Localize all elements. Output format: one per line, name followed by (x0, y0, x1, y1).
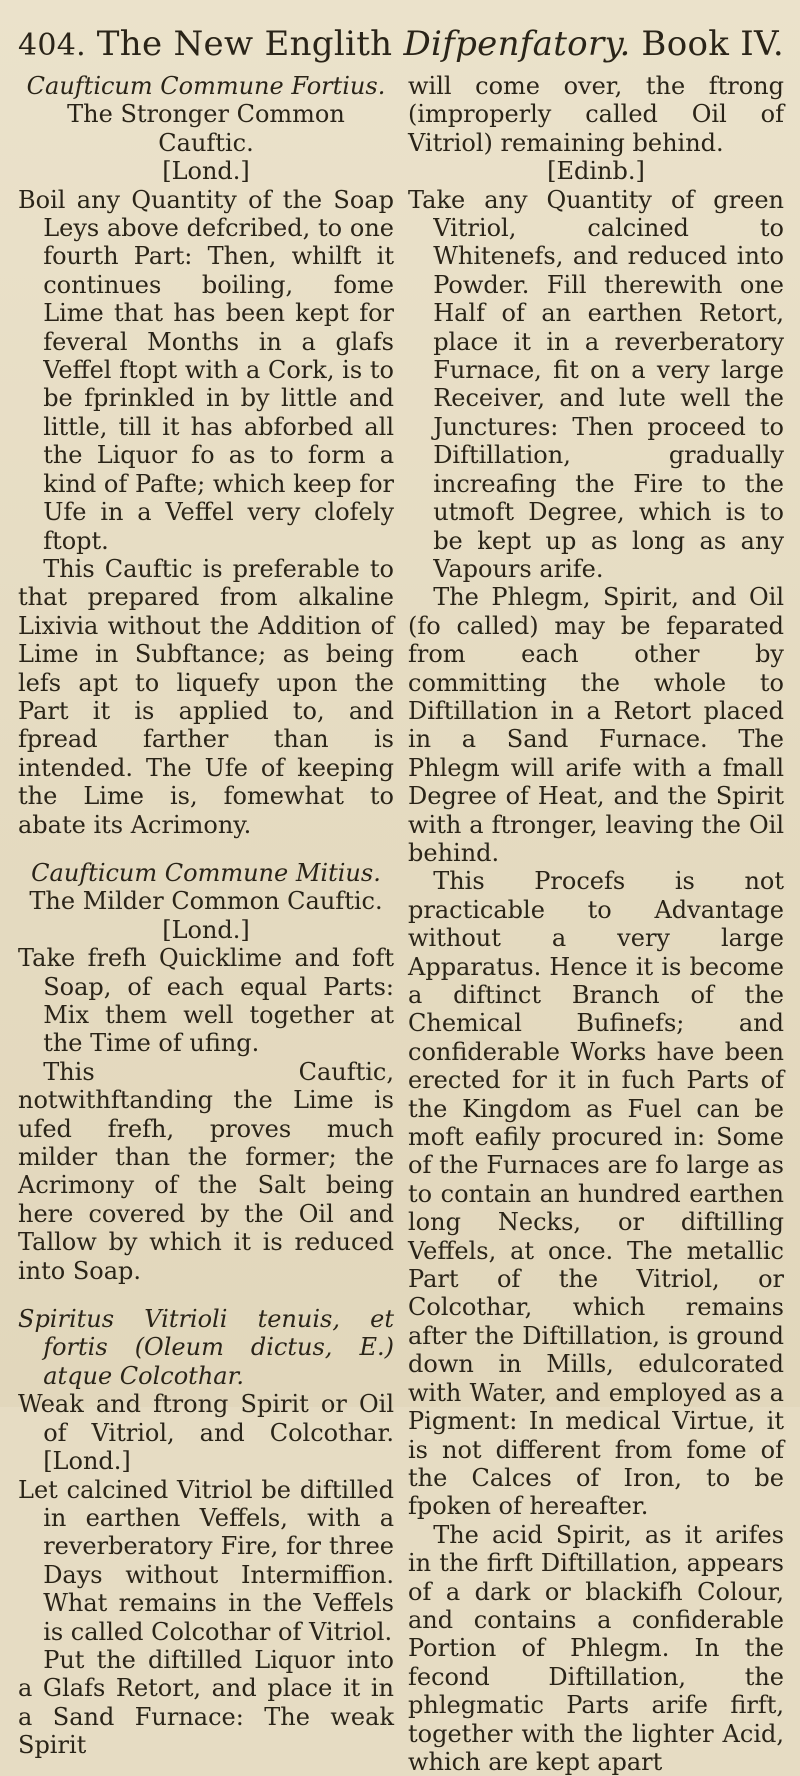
paragraph: This Procefs is not practicable to Advantage without a very large Apparatus. Hence it is become a diftinct Branch of the Chemical Bufinefs; and confiderable Works have been erected for it in fuch Parts of the Kingdom as Fuel can be moft eafily procured in: Some of the Furnaces are fo large as to contain an hundred earthen long Necks, or diftilling Veffels, at once. The metallic Part of the Vitriol, or Colcothar, which remains after the Diftillation, is ground down in Mills, edulcorated with Water, and employed as a Pigment: In medical Virtue, it is not different from fome of the Calces of Iron, to be fpoken of hereafter. (408, 867, 784, 1521)
recipe-source: [Lond.] (162, 915, 250, 944)
recipe-english-title: The Stronger Common Cauftic. (67, 100, 345, 157)
book-label: Book IV. (641, 24, 784, 64)
recipe-source: [Lond.] (162, 157, 250, 186)
paragraph: This Cauftic is preferable to that prepared from alkaline Lixivia without the Addition of Lime in Subftance; as being lefs apt to liquefy upon the Part it is applied to, and fpread farther than is intended. The Ufe of keeping the Lime is, fomewhat to abate its Acrimony. (18, 554, 394, 839)
paragraph: Put the diftilled Liquor into a Glafs Retort, and place it in a Sand Furnace: The weak Spirit (18, 1645, 394, 1760)
recipe-english-title: The Milder Common Cauftic. (29, 887, 383, 916)
running-title-italic: Difpenfatory. (403, 24, 631, 64)
paragraph: Boil any Quantity of the Soap Leys above defcribed, to one fourth Part: Then, whilft it continues boiling, fome Lime that has been kept for feveral Months in a glafs Veffel ftopt with a Cork, is to be fprinkled in by little and little, till it has abforbed all the Liquor fo as to form a kind of Pafte; which keep for Ufe in a Veffel very clofely ftopt. (18, 185, 394, 555)
paragraph: Take any Quantity of green Vitriol, calcined to Whitenefs, and reduced into Powder. Fill therewith one Half of an earthen Retort, place it in a reverberatory Furnace, fit on a very large Receiver, and lute well the Junctures: Then proceed to Diftillation, gradually increafing the Fire to the utmoft Degree, which is to be kept up as long as any Vapours arife. (408, 185, 784, 583)
paragraph: will come over, the ftrong (improperly called Oil of Vitriol) remaining behind. (408, 72, 784, 157)
running-title-roman: The New Englith (96, 24, 404, 64)
paragraph: Let calcined Vitriol be diftilled in earthen Veffels, with a reverberatory Fire, for three Days without Intermiffion. What remains in the Veffels is called Colcothar of Vitriol. (18, 1475, 394, 1646)
right-column (408, 72, 784, 1776)
paragraph: The Phlegm, Spirit, and Oil (fo called) may be feparated from each other by committing the whole to Diftillation in a Retort placed in a Sand Furnace. The Phlegm will arife with a fmall Degree of Heat, and the Spirit with a ftronger, leaving the Oil behind. (408, 583, 784, 867)
running-title (97, 22, 631, 66)
paragraph: This Cauftic, notwithftanding the Lime is ufed frefh, proves much milder than the former; the Acrimony of the Salt being here covered by the Oil and Tallow by which it is reduced into Soap. (18, 1057, 394, 1285)
text-columns (18, 72, 784, 1776)
left-column (18, 72, 394, 1776)
recipe-source: [Edinb.] (547, 157, 645, 186)
paragraph: Take frefh Quicklime and foft Soap, of each equal Parts: Mix them well together at the Time of ufing. (18, 944, 394, 1058)
recipe-latin-title: Spiritus Vitrioli tenuis, et fortis (Oleum dictus, E.) atque Colcothar. (18, 1305, 394, 1390)
recipe-latin-title: Caufticum Commune Fortius. (26, 72, 386, 100)
paragraph: Weak and ftrong Spirit or Oil of Vitriol, and Colcothar. [Lond.] (18, 1390, 394, 1476)
page-number: 404. (18, 28, 86, 63)
recipe-latin-title: Caufticum Commune Mitius. (31, 858, 381, 887)
paragraph: The acid Spirit, as it arifes in the firft Diftillation, appears of a dark or blackifh Colour, and contains a confiderable Portion of Phlegm. In the fecond Diftillation, the phlegmatic Parts arife firft, together with the lighter Acid, which are kept apart (408, 1520, 784, 1776)
running-head (18, 22, 784, 68)
